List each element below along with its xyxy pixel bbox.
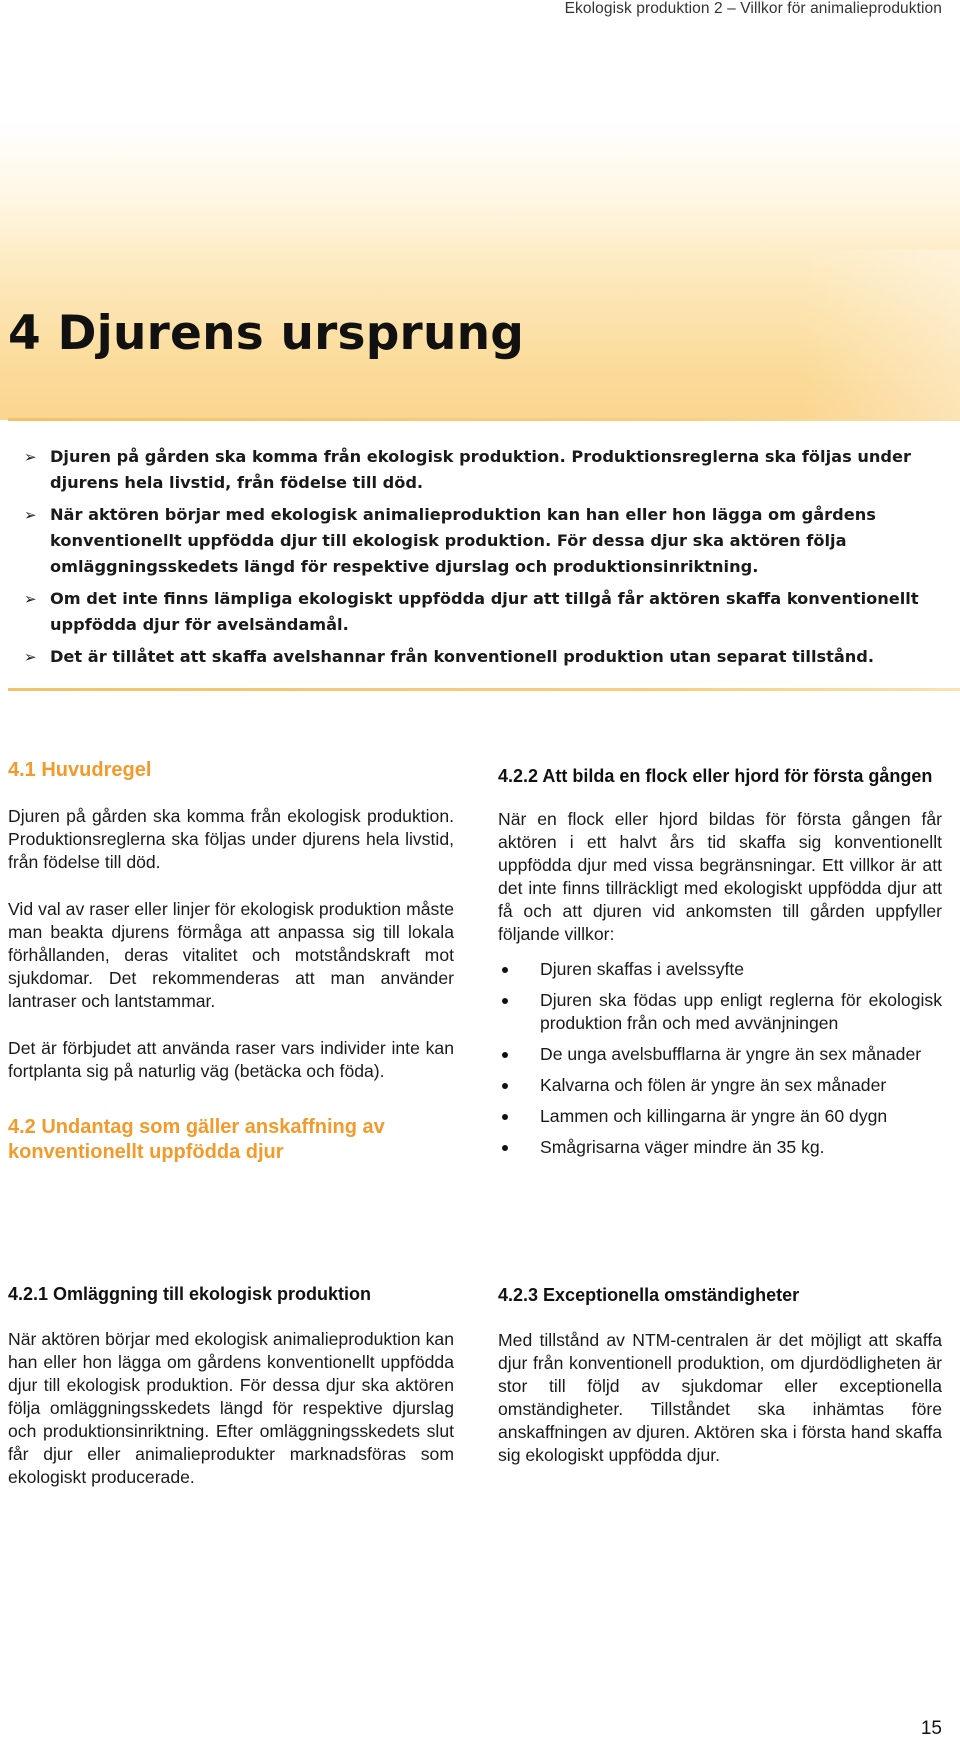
running-header: Ekologisk produktion 2 – Villkor för animalieproduktion — [564, 0, 942, 17]
bullet-dot-icon — [502, 1052, 508, 1058]
subsection-heading: 4.2.3 Exceptionella omständigheter — [498, 1285, 800, 1305]
arrow-bullet-icon: ➢ — [24, 648, 37, 666]
chapter-title: 4 Djurens ursprung — [8, 306, 525, 361]
arrow-bullet-icon: ➢ — [24, 506, 37, 524]
bullet-dot-icon — [502, 1145, 508, 1151]
page-number: 15 — [920, 1718, 942, 1739]
summary-item: ➢ När aktören börjar med ekologisk animalieproduktion kan han eller hon lägga om gårdens konventionellt uppfödda djur till ekologisk produktion. För dessa djur ska aktören följa omläggningsskedets längd för respektive djurslag och produktionsinriktning. — [20, 502, 950, 580]
list-item: Smågrisarna väger mindre än 35 kg. — [498, 1136, 942, 1159]
section-4-2-1 — [8, 1282, 454, 1489]
bullet-dot-icon — [502, 1083, 508, 1089]
subsection-heading: 4.2.2 Att bilda en flock eller hjord för första gången — [498, 766, 933, 786]
section-4-1 — [8, 758, 454, 1165]
subsection-heading: 4.2.1 Omläggning till ekologisk produktion — [8, 1284, 372, 1304]
summary-item: ➢ Om det inte finns lämpliga ekologiskt uppfödda djur att tillgå får aktören skaffa konventionellt uppfödda djur för avelsändamål. — [20, 586, 950, 638]
section-4-2-3 — [498, 1283, 942, 1467]
paragraph: När en flock eller hjord bildas för första gången får aktören i ett halvt års tid skaffa sig konventionellt uppfödda djur med vissa begränsningar. Ett villkor är att det inte finns tillräckligt med ekologiskt uppfödda djur att få och att djuren vid ankomsten till gården uppfyller följande villkor: — [498, 809, 942, 944]
summary-list — [20, 444, 950, 676]
list-item: Djuren ska födas upp enligt reglerna för ekologisk produktion från och med avvänjningen — [498, 989, 942, 1035]
paragraph: Djuren på gården ska komma från ekologisk produktion. Produktionsreglerna ska följas under djurens hela livstid, från födelse till död. — [8, 806, 454, 872]
section-4-2-2 — [498, 764, 942, 1167]
summary-item: ➢ Djuren på gården ska komma från ekologisk produktion. Produktionsreglerna ska följas under djurens hela livstid, från födelse till död. — [20, 444, 950, 496]
list-item: Djuren skaffas i avelssyfte — [498, 958, 942, 981]
arrow-bullet-icon: ➢ — [24, 590, 37, 608]
summary-item: ➢ Det är tillåtet att skaffa avelshannar från konventionell produktion utan separat tillstånd. — [20, 644, 950, 670]
bullet-dot-icon — [502, 967, 508, 973]
divider-bottom — [8, 688, 960, 691]
arrow-bullet-icon: ➢ — [24, 448, 37, 466]
divider-top — [8, 418, 960, 421]
section-heading: 4.2 Undantag som gäller anskaffning av konventionellt uppfödda djur — [8, 1116, 385, 1163]
header-gradient-fade — [800, 250, 960, 420]
section-heading: 4.1 Huvudregel — [8, 759, 152, 781]
bullet-dot-icon — [502, 1114, 508, 1120]
bullet-dot-icon — [502, 998, 508, 1004]
list-item: Lammen och killingarna är yngre än 60 dygn — [498, 1105, 942, 1128]
list-item: Kalvarna och fölen är yngre än sex månader — [498, 1074, 942, 1097]
paragraph: Det är förbjudet att använda raser vars individer inte kan fortplanta sig på naturlig väg (betäcka och föda). — [8, 1038, 454, 1081]
paragraph: Vid val av raser eller linjer för ekologisk produktion måste man beakta djurens förmåga att anpassa sig till lokala förhållanden, deras vitalitet och motståndskraft mot sjukdomar. Det rekommenderas att man använder lantraser och lantstammar. — [8, 899, 454, 1011]
list-item: De unga avelsbufflarna är yngre än sex månader — [498, 1043, 942, 1066]
paragraph: När aktören börjar med ekologisk animalieproduktion kan han eller hon lägga om gårdens konventionellt uppfödda djur till ekologisk produktion. För dessa djur ska aktören följa omläggningsskedets längd för respektive djurslag och produktionsinriktning. Efter omläggningsskedets slut får djur eller animalieprodukter marknadsföras som ekologiskt producerade. — [8, 1329, 454, 1487]
paragraph: Med tillstånd av NTM-centralen är det möjligt att skaffa djur från konventionell produktion, om djurdödligheten är stor till följd av sjukdomar eller exceptionella omständigheter. Tillståndet ska inhämtas före anskaffningen av djuren. Aktören ska i första hand skaffa sig ekologiskt uppfödda djur. — [498, 1330, 942, 1465]
bullet-list — [498, 958, 942, 1159]
